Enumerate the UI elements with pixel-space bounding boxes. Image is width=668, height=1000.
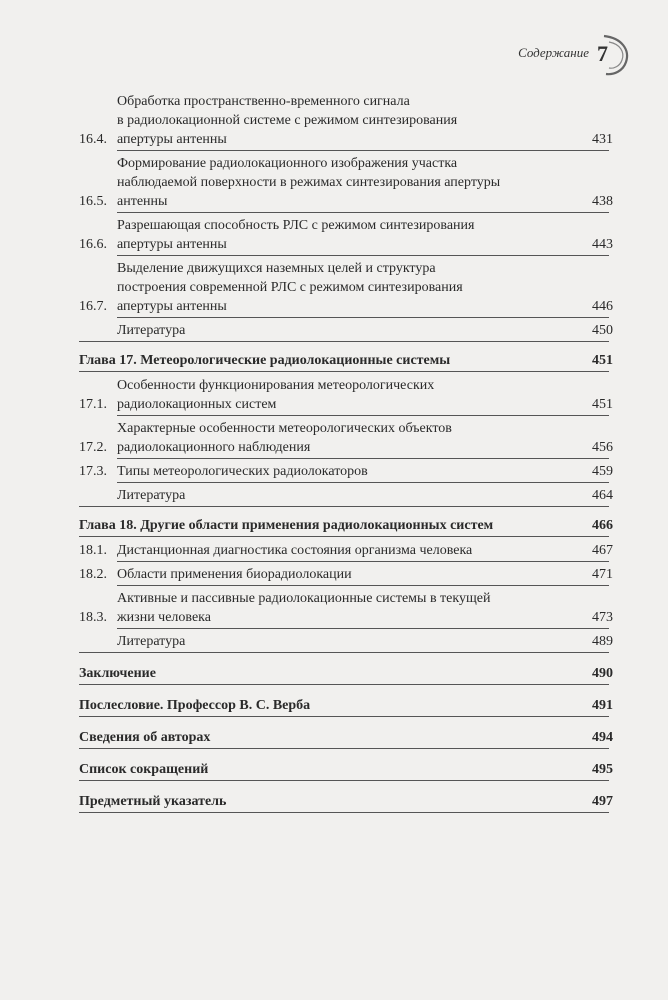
leader-rule bbox=[117, 628, 609, 629]
toc-entry-page: 459 bbox=[592, 464, 613, 479]
leader-rule bbox=[117, 458, 609, 459]
leader-rule bbox=[79, 812, 609, 813]
toc-entry-title bbox=[117, 462, 579, 481]
toc-entry-title-line: Заключение bbox=[79, 666, 156, 681]
toc-entry-title bbox=[117, 321, 579, 340]
toc-entry-number: 17.2. bbox=[79, 440, 107, 455]
toc-entry-title-line: апертуры антенны bbox=[117, 132, 227, 147]
toc-entry-title-line: Выделение движущихся наземных целей и структура bbox=[117, 261, 436, 276]
toc-entry-title bbox=[79, 728, 579, 747]
leader-rule bbox=[117, 212, 609, 213]
toc-entry-title-line: Послесловие. Профессор В. С. Верба bbox=[79, 698, 311, 713]
toc-entry-title-line: в радиолокационной системе с режимом синтезирования bbox=[117, 113, 458, 128]
toc-entry-title bbox=[117, 92, 579, 149]
leader-rule bbox=[79, 536, 609, 537]
toc-entry-page: 450 bbox=[592, 323, 613, 338]
toc-entry-title bbox=[79, 516, 579, 535]
leader-rule bbox=[79, 341, 609, 342]
leader-rule bbox=[79, 684, 609, 685]
toc-entry-title-line: антенны bbox=[117, 194, 168, 209]
leader-rule bbox=[117, 482, 609, 483]
toc-entry[interactable] bbox=[79, 565, 613, 584]
toc-entry-title bbox=[79, 664, 579, 683]
toc-entry-page: 466 bbox=[592, 518, 613, 533]
toc-entry-title bbox=[117, 216, 579, 254]
toc-entry[interactable] bbox=[79, 321, 613, 340]
toc-entry-page: 431 bbox=[592, 132, 613, 147]
leader-rule bbox=[117, 585, 609, 586]
toc-entry-title bbox=[117, 565, 579, 584]
leader-rule bbox=[117, 255, 609, 256]
toc-entry-title-line: Области применения биорадиолокации bbox=[117, 567, 352, 582]
toc-entry-title bbox=[117, 259, 579, 316]
toc-entry-title bbox=[117, 376, 579, 414]
toc-entry-page: 473 bbox=[592, 610, 613, 625]
leader-rule bbox=[79, 780, 609, 781]
toc-entry[interactable] bbox=[79, 486, 613, 505]
table-of-contents bbox=[79, 92, 613, 811]
toc-entry-title-line: Сведения об авторах bbox=[79, 730, 211, 745]
toc-entry-title-line: Разрешающая способность РЛС с режимом синтезирования bbox=[117, 218, 475, 233]
toc-entry-title-line: Предметный указатель bbox=[79, 794, 227, 809]
toc-entry[interactable] bbox=[79, 419, 613, 457]
toc-entry-number: 17.1. bbox=[79, 397, 107, 412]
page-number: 7 bbox=[597, 41, 608, 66]
decorative-swirl-icon bbox=[600, 32, 634, 78]
leader-rule bbox=[117, 415, 609, 416]
toc-entry[interactable] bbox=[79, 632, 613, 651]
leader-rule bbox=[79, 748, 609, 749]
toc-entry[interactable] bbox=[79, 541, 613, 560]
toc-entry-title-line: Дистанционная диагностика состояния организма человека bbox=[117, 543, 473, 558]
toc-entry-page: 491 bbox=[592, 698, 613, 713]
toc-entry-number: 16.7. bbox=[79, 299, 107, 314]
page-header bbox=[518, 40, 608, 66]
toc-entry-page: 497 bbox=[592, 794, 613, 809]
toc-entry-number: 18.2. bbox=[79, 567, 107, 582]
toc-entry-title-line: радиолокационных систем bbox=[117, 397, 277, 412]
toc-entry-title-line: наблюдаемой поверхности в режимах синтезирования апертуры bbox=[117, 175, 501, 190]
toc-entry[interactable] bbox=[79, 696, 613, 715]
toc-entry-page: 490 bbox=[592, 666, 613, 681]
leader-rule bbox=[79, 371, 609, 372]
toc-entry-title-line: Активные и пассивные радиолокационные системы в текущей bbox=[117, 591, 491, 606]
toc-entry-title bbox=[79, 696, 579, 715]
toc-entry[interactable] bbox=[79, 792, 613, 811]
leader-rule bbox=[79, 506, 609, 507]
toc-entry-number: 16.5. bbox=[79, 194, 107, 209]
leader-rule bbox=[117, 150, 609, 151]
toc-entry-title-line: апертуры антенны bbox=[117, 299, 227, 314]
toc-entry[interactable] bbox=[79, 516, 613, 535]
toc-entry-title bbox=[79, 351, 579, 370]
toc-entry-number: 18.3. bbox=[79, 610, 107, 625]
toc-entry-title-line: построения современной РЛС с режимом синтезирования bbox=[117, 280, 463, 295]
leader-rule bbox=[79, 652, 609, 653]
toc-entry-page: 451 bbox=[592, 397, 613, 412]
toc-entry-title-line: Обработка пространственно-временного сигнала bbox=[117, 94, 410, 109]
toc-entry-number: 18.1. bbox=[79, 543, 107, 558]
toc-entry-title-line: Характерные особенности метеорологических объектов bbox=[117, 421, 452, 436]
toc-entry-page: 456 bbox=[592, 440, 613, 455]
toc-entry-page: 446 bbox=[592, 299, 613, 314]
toc-entry-page: 464 bbox=[592, 488, 613, 503]
toc-entry-title bbox=[117, 486, 579, 505]
toc-entry-number: 17.3. bbox=[79, 464, 107, 479]
toc-entry-title-line: Глава 17. Метеорологические радиолокационные системы bbox=[79, 353, 451, 368]
toc-entry-title-line: Особенности функционирования метеорологических bbox=[117, 378, 435, 393]
toc-entry-title-line: радиолокационного наблюдения bbox=[117, 440, 311, 455]
toc-entry[interactable] bbox=[79, 92, 613, 149]
toc-entry-title bbox=[117, 419, 579, 457]
leader-rule bbox=[117, 561, 609, 562]
running-title: Содержание bbox=[518, 45, 589, 60]
toc-entry-page: 495 bbox=[592, 762, 613, 777]
toc-entry-title-line: Формирование радиолокационного изображения участка bbox=[117, 156, 458, 171]
toc-entry-title-line: Литература bbox=[117, 488, 186, 503]
toc-entry-title bbox=[117, 589, 579, 627]
toc-entry-title bbox=[117, 154, 579, 211]
toc-entry-title bbox=[79, 760, 579, 779]
toc-entry-page: 489 bbox=[592, 634, 613, 649]
toc-entry[interactable] bbox=[79, 376, 613, 414]
toc-entry-title-line: Глава 18. Другие области применения радиолокационных систем bbox=[79, 518, 494, 533]
toc-entry-title-line: жизни человека bbox=[117, 610, 211, 625]
toc-entry-page: 471 bbox=[592, 567, 613, 582]
toc-entry[interactable] bbox=[79, 259, 613, 316]
toc-entry[interactable] bbox=[79, 351, 613, 370]
toc-entry[interactable] bbox=[79, 664, 613, 683]
toc-entry-page: 443 bbox=[592, 237, 613, 252]
toc-entry-page: 467 bbox=[592, 543, 613, 558]
toc-entry[interactable] bbox=[79, 154, 613, 211]
toc-entry[interactable] bbox=[79, 462, 613, 481]
leader-rule bbox=[117, 317, 609, 318]
toc-entry-title bbox=[79, 792, 579, 811]
toc-entry-page: 438 bbox=[592, 194, 613, 209]
toc-entry[interactable] bbox=[79, 760, 613, 779]
leader-rule bbox=[79, 716, 609, 717]
toc-entry-title-line: апертуры антенны bbox=[117, 237, 227, 252]
toc-entry-title bbox=[117, 632, 579, 651]
toc-entry-title bbox=[117, 541, 579, 560]
toc-entry[interactable] bbox=[79, 728, 613, 747]
toc-entry-title-line: Типы метеорологических радиолокаторов bbox=[117, 464, 368, 479]
toc-entry-title-line: Литература bbox=[117, 323, 186, 338]
toc-entry-title-line: Литература bbox=[117, 634, 186, 649]
toc-entry-page: 494 bbox=[592, 730, 613, 745]
toc-entry-title-line: Список сокращений bbox=[79, 762, 209, 777]
toc-entry-page: 451 bbox=[592, 353, 613, 368]
toc-entry-number: 16.6. bbox=[79, 237, 107, 252]
toc-entry[interactable] bbox=[79, 216, 613, 254]
toc-entry[interactable] bbox=[79, 589, 613, 627]
toc-entry-number: 16.4. bbox=[79, 132, 107, 147]
